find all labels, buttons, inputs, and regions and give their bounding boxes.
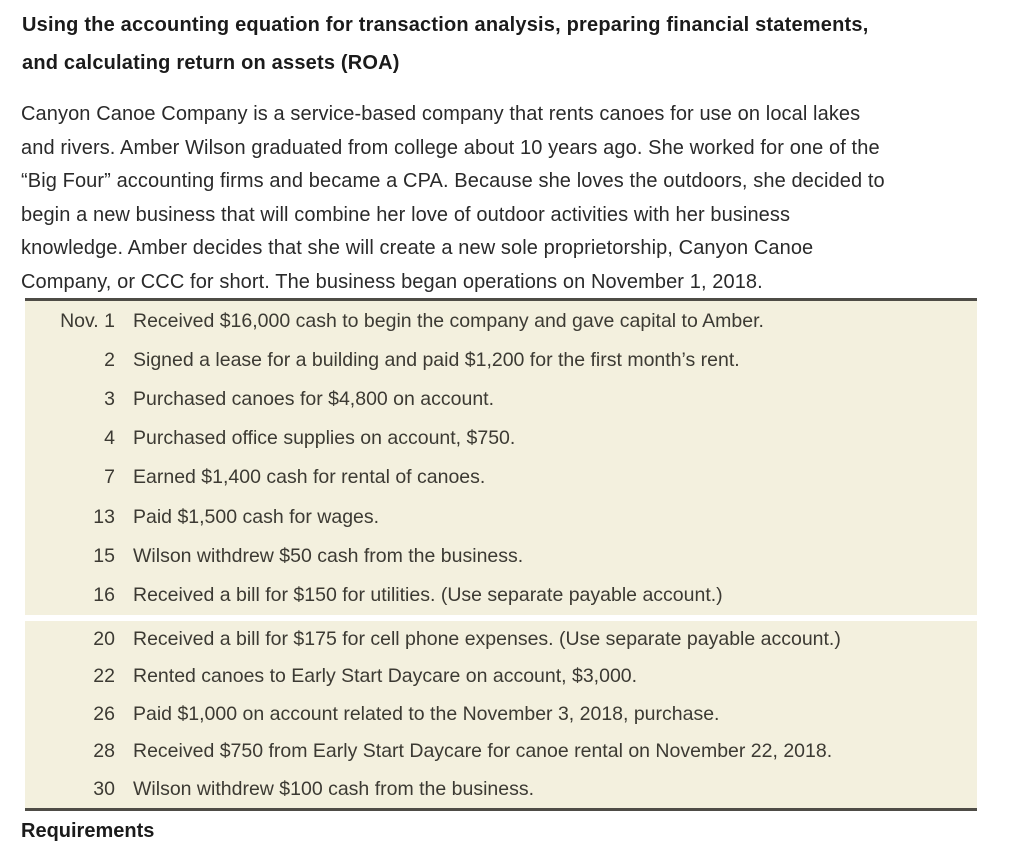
transaction-date: 28 xyxy=(93,740,115,763)
intro-line: begin a new business that will combine her love of outdoor activities with her business xyxy=(21,203,791,226)
transaction-row xyxy=(25,658,977,695)
transaction-row xyxy=(25,621,977,658)
transaction-date: 7 xyxy=(104,466,115,489)
transaction-description: Received $16,000 cash to begin the company and gave capital to Amber. xyxy=(133,310,764,333)
transaction-row xyxy=(25,380,977,419)
transaction-description: Received a bill for $150 for utilities. (Use separate payable account.) xyxy=(133,583,723,606)
transaction-description: Paid $1,500 cash for wages. xyxy=(133,505,380,528)
transaction-row xyxy=(25,458,977,497)
transaction-date: 2 xyxy=(104,349,115,372)
transaction-date: 3 xyxy=(104,388,115,411)
intro-line: Company, or CCC for short. The business began operations on November 1, 2018. xyxy=(21,270,763,293)
transaction-date: 16 xyxy=(93,583,115,606)
transaction-description: Paid $1,000 on account related to the November 3, 2018, purchase. xyxy=(133,702,720,725)
transaction-date: 30 xyxy=(93,777,115,800)
transaction-date: 4 xyxy=(104,427,115,450)
transaction-date: 20 xyxy=(93,627,115,650)
page-title-line-2: and calculating return on assets (ROA) xyxy=(22,52,400,74)
page-title-line-1: Using the accounting equation for transaction analysis, preparing financial statements, xyxy=(22,14,869,36)
intro-line: “Big Four” accounting firms and became a CPA. Because she loves the outdoors, she decided to xyxy=(21,170,885,192)
transaction-description: Earned $1,400 cash for rental of canoes. xyxy=(133,466,486,489)
transaction-row xyxy=(25,497,977,536)
transaction-row xyxy=(25,770,977,807)
transaction-description: Received $750 from Early Start Daycare for canoe rental on November 22, 2018. xyxy=(133,740,833,763)
transaction-date: 22 xyxy=(93,665,115,688)
transaction-row xyxy=(25,537,977,576)
transaction-row xyxy=(25,302,977,341)
transaction-description: Purchased canoes for $4,800 on account. xyxy=(133,388,494,411)
transaction-date: Nov. 1 xyxy=(60,310,115,333)
panel-bottom-rule xyxy=(25,808,977,811)
transaction-description: Signed a lease for a building and paid $1,200 for the first month’s rent. xyxy=(133,349,740,372)
transaction-description: Wilson withdrew $50 cash from the business. xyxy=(133,544,524,567)
transaction-row xyxy=(25,576,977,615)
transaction-row xyxy=(25,419,977,458)
transaction-row xyxy=(25,341,977,380)
transaction-row xyxy=(25,696,977,733)
transaction-row xyxy=(25,733,977,770)
page-title xyxy=(0,0,1024,82)
transaction-date: 26 xyxy=(93,702,115,725)
requirements-heading-cutoff: Requirements xyxy=(21,820,155,842)
intro-line: knowledge. Amber decides that she will create a new sole proprietorship, Canyon Canoe xyxy=(21,237,814,259)
transactions-panel xyxy=(25,298,977,811)
transaction-description: Rented canoes to Early Start Daycare on account, $3,000. xyxy=(133,665,638,688)
transaction-description: Received a bill for $175 for cell phone expenses. (Use separate payable account.) xyxy=(133,627,841,650)
intro-line: and rivers. Amber Wilson graduated from college about 10 years ago. She worked for one of the xyxy=(21,136,880,159)
transactions-block-1 xyxy=(25,301,977,615)
intro-line: Canyon Canoe Company is a service-based company that rents canoes for use on local lakes xyxy=(21,103,861,125)
transaction-description: Wilson withdrew $100 cash from the business. xyxy=(133,777,535,800)
transactions-block-2 xyxy=(25,621,977,808)
intro-paragraph xyxy=(0,98,1024,299)
transaction-date: 15 xyxy=(93,544,115,567)
transaction-date: 13 xyxy=(93,505,115,528)
transaction-description: Purchased office supplies on account, $750. xyxy=(133,427,516,450)
